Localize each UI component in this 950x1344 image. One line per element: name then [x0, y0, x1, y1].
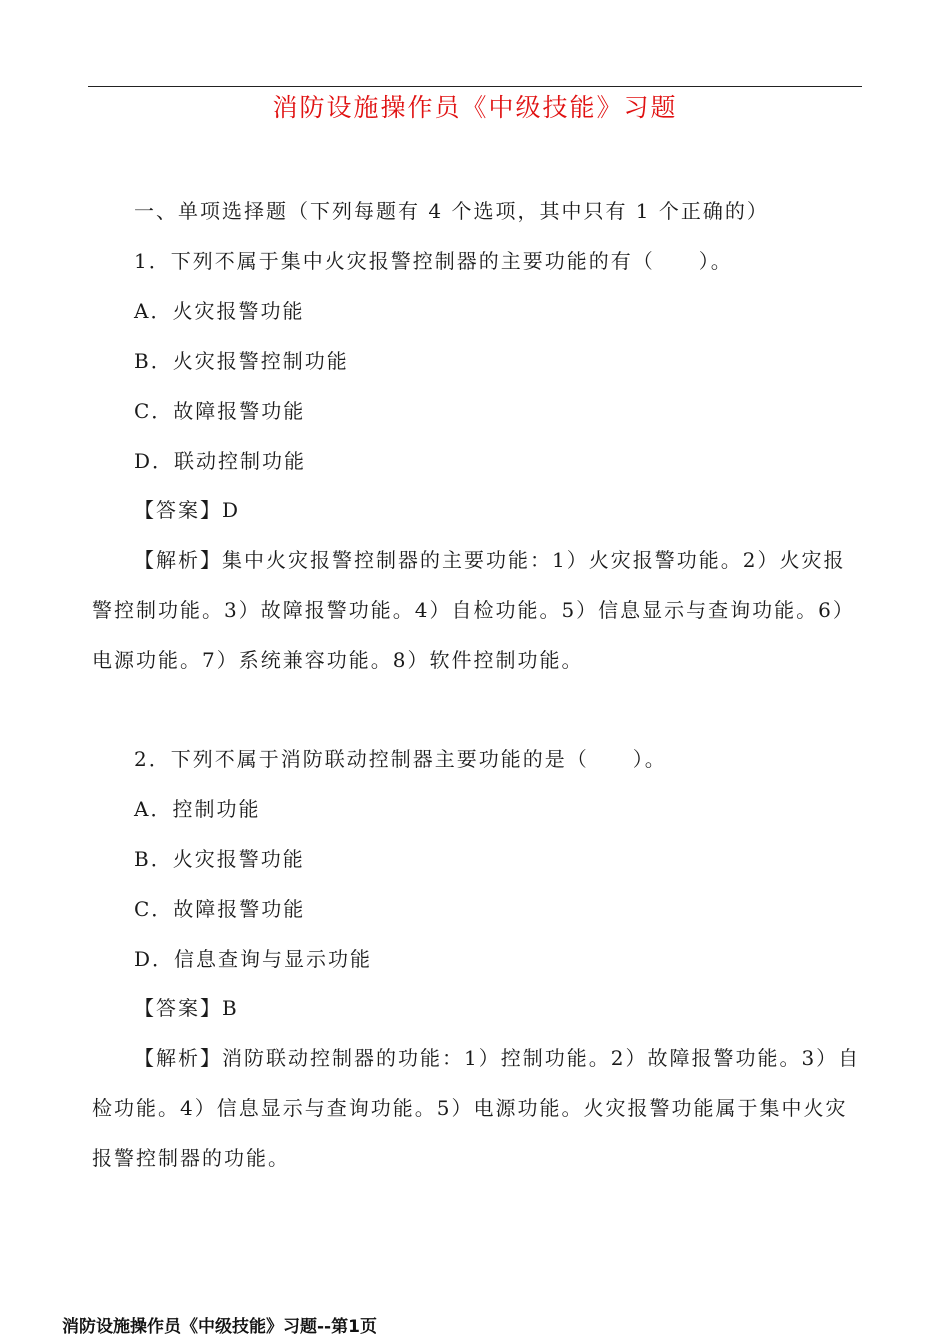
question-2-answer: 【答案】B [134, 996, 239, 1020]
question-1-analysis-line-3: 电源功能。7）系统兼容功能。8）软件控制功能。 [92, 648, 584, 672]
question-1-option-c: C．故障报警功能 [134, 399, 306, 423]
page-title: 消防设施操作员《中级技能》习题 [272, 93, 678, 122]
question-1-option-d: D．联动控制功能 [134, 449, 307, 473]
section-heading: 一、单项选择题（下列每题有 4 个选项，其中只有 1 个正确的） [134, 199, 769, 223]
question-1-answer: 【答案】D [134, 498, 241, 522]
question-2-option-a: A．控制功能 [134, 797, 261, 821]
question-1-option-b: B．火灾报警控制功能 [134, 349, 349, 373]
question-2-option-d: D．信息查询与显示功能 [134, 947, 373, 971]
question-1-analysis-line-1: 【解析】集中火灾报警控制器的主要功能：1）火灾报警功能。2）火灾报 [134, 548, 846, 572]
question-2-analysis-line-3: 报警控制器的功能。 [92, 1146, 290, 1170]
header-rule [88, 86, 862, 87]
question-2-stem: 2．下列不属于消防联动控制器主要功能的是（ ）。 [134, 747, 667, 771]
question-1-analysis-line-2: 警控制功能。3）故障报警功能。4）自检功能。5）信息显示与查询功能。6） [92, 598, 855, 622]
question-2-option-b: B．火灾报警功能 [134, 847, 305, 871]
question-1-option-a: A．火灾报警功能 [134, 299, 305, 323]
question-1-stem: 1．下列不属于集中火灾报警控制器的主要功能的有（ ）。 [134, 249, 733, 273]
page-footer: 消防设施操作员《中级技能》习题--第1页 [62, 1317, 377, 1337]
question-2-analysis-line-1: 【解析】消防联动控制器的功能：1）控制功能。2）故障报警功能。3）自 [134, 1046, 861, 1070]
question-2-analysis-line-2: 检功能。4）信息显示与查询功能。5）电源功能。火灾报警功能属于集中火灾 [92, 1096, 848, 1120]
question-2-option-c: C．故障报警功能 [134, 897, 306, 921]
